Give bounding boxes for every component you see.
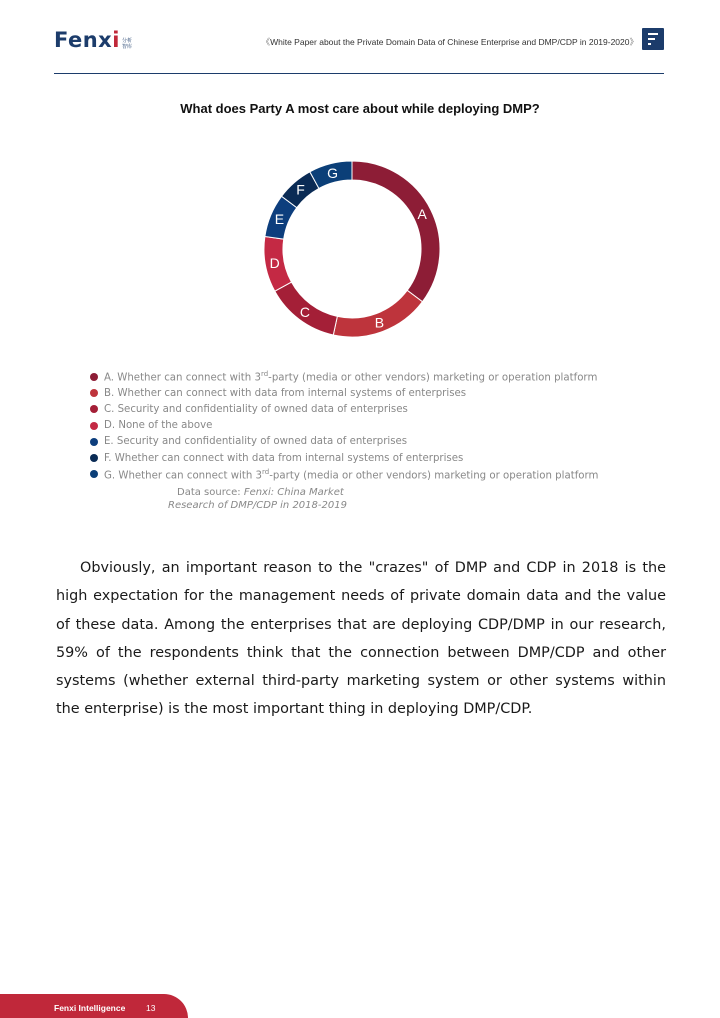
slice-a — [352, 161, 440, 302]
slice-label-b: B — [374, 314, 385, 331]
legend-text — [104, 404, 408, 415]
logo-sub-line1: 分析 — [121, 38, 132, 44]
header-title: 《White Paper about the Private Domain Data of Chinese Enterprise and DMP/CDP in 2019-2020》 — [261, 37, 638, 47]
logo-sub-line2: 智库 — [121, 44, 132, 50]
legend-dot-icon — [90, 454, 98, 462]
legend-item-c — [90, 401, 598, 417]
slice-label-a: A — [417, 205, 427, 222]
legend-text-prefix: A. Whether can connect with 3 — [104, 372, 261, 384]
body-paragraph: Obviously, an important reason to the "crazes" of DMP and CDP in 2018 is the high expectation for the management needs of private domain data and the value of these data. Among the enterprises that are deploying CDP/DMP in our research, 59% of the respondents think that the connection between DMP/CDP and other systems (whether external third-party marketing system or other systems within the enterprise) is the most important thing in deploying DMP/CDP. — [56, 560, 666, 718]
legend-item-e — [90, 434, 598, 450]
legend-text-prefix: E. Security and confidentiality of owned data of enterprises — [104, 436, 408, 448]
legend-dot-icon — [90, 470, 98, 478]
legend-item-a — [90, 369, 598, 385]
legend-dot-icon — [90, 422, 98, 430]
legend-superscript: rd — [262, 467, 270, 476]
legend-dot-icon — [90, 389, 98, 397]
chart-title: What does Party A most care about while deploying DMP? — [180, 101, 540, 116]
legend-item-g — [90, 466, 598, 482]
legend-text-suffix: -party (media or other vendors) marketing or operation platform — [268, 372, 598, 384]
legend-text-prefix: G. Whether can connect with 3 — [104, 469, 263, 481]
legend-dot-icon — [90, 373, 98, 381]
slice-label-d: D — [269, 254, 280, 271]
logo-i-text: i — [112, 28, 120, 52]
legend-text-prefix: C. Security and confidentiality of owned data of enterprises — [104, 403, 408, 415]
slice-label-g: G — [327, 164, 339, 181]
legend-text — [104, 453, 463, 464]
legend-text — [104, 468, 598, 481]
source-label: Data source: — [177, 487, 244, 498]
footer-brand: Fenxi Intelligence — [54, 1003, 126, 1013]
legend-dot-icon — [90, 405, 98, 413]
legend-text-prefix: D. None of the above — [104, 420, 213, 432]
legend-text — [104, 436, 407, 447]
chart-legend — [90, 369, 598, 482]
legend-text-prefix: F. Whether can connect with data from internal systems of enterprises — [104, 452, 464, 464]
legend-item-b — [90, 385, 598, 401]
legend-text-prefix: B. Whether can connect with data from internal systems of enterprises — [104, 387, 467, 399]
slice-label-f: F — [296, 181, 305, 198]
source-title-2: Research of DMP/CDP in 2018-2019 — [168, 500, 347, 511]
legend-dot-icon — [90, 438, 98, 446]
legend-text — [104, 388, 466, 399]
legend-text-suffix: -party (media or other vendors) marketing or operation platform — [269, 469, 599, 481]
legend-text — [104, 420, 212, 431]
legend-item-f — [90, 450, 598, 466]
legend-text — [104, 370, 597, 383]
source-title-1: Fenxi: China Market — [243, 487, 344, 498]
data-source — [168, 486, 378, 512]
legend-superscript: rd — [260, 370, 269, 379]
slice-label-c: C — [299, 303, 311, 320]
legend-item-d — [90, 418, 598, 434]
logo-main-text: Fenx — [54, 28, 113, 52]
page-number: 13 — [146, 1003, 156, 1013]
slice-label-e: E — [274, 210, 285, 227]
